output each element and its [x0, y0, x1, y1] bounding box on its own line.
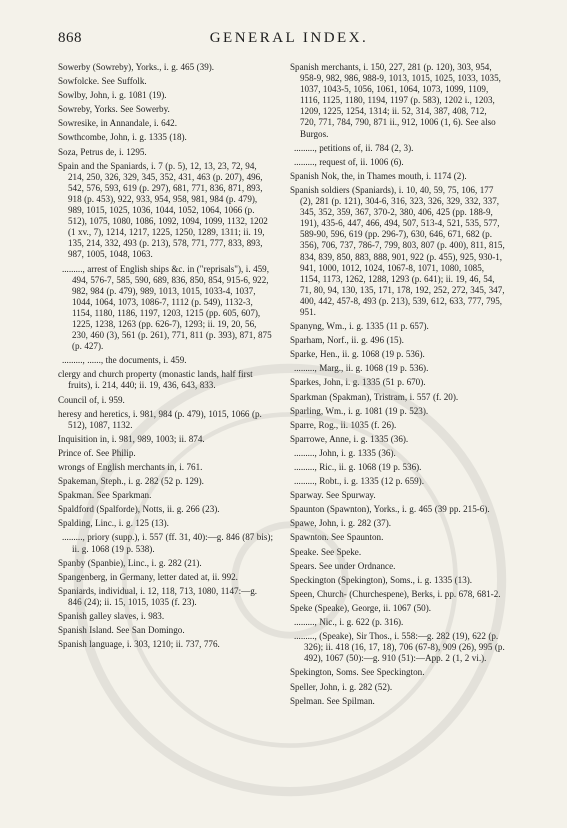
index-entry: Sparre, Rog., ii. 1035 (f. 26).: [290, 419, 397, 430]
index-entry: Spelman. See Spilman.: [290, 695, 375, 706]
index-entry: Speake. See Speke.: [290, 546, 362, 557]
running-title: GENERAL INDEX.: [209, 30, 369, 46]
index-entry: Sparkes, John, i. g. 1335 (51 p. 670).: [290, 377, 426, 388]
index-entry: Spekington, Soms. See Speckington.: [290, 667, 425, 678]
index-entry: Sowresike, in Annandale, i. 642.: [58, 118, 178, 129]
index-entry: ........., (Speake), Sir Thos., i. 558:—g. 282 (19), 622 (p. 326); ii. 418 (16, 17, 18), 706 (67-8), 909 (26), 995 (p. 492), 1067 (50):—g. 910 (51):—App. 2 (1, 2 vi.).: [294, 631, 505, 664]
index-entry: clergy and church property (monastic lands, half first fruits), i. 214, 440; ii. 19, 436, 643, 833.: [58, 369, 253, 391]
index-entry: Spanish Nok, the, in Thames mouth, i. 1174 (2).: [290, 170, 467, 181]
index-entry: ........., ......, the documents, i. 459.: [62, 355, 187, 366]
index-entry: Spaldford (Spalforde), Notts, ii. g. 266 (23).: [58, 504, 220, 515]
index-entry: Spanish language, i. 303, 1210; ii. 737, 776.: [58, 639, 220, 650]
index-entry: Sparway. See Spurway.: [290, 490, 376, 501]
index-entry: ........., Robt., i. g. 1335 (12 p. 659).: [294, 476, 424, 487]
index-entry: Speller, John, i. g. 282 (52).: [290, 681, 393, 692]
index-entry: Spaniards, individual, i. 12, 118, 713, 1080, 1147:—g. 846 (24); ii. 15, 1015, 1035 (f. 23).: [58, 585, 258, 607]
index-entry: Sparrowe, Anne, i. g. 1335 (36).: [290, 433, 409, 444]
index-entry: ........., Ric., ii. g. 1068 (19 p. 536).: [294, 462, 422, 472]
index-entry: Spanish Island. See San Domingo.: [58, 625, 185, 636]
index-entry: Spangenberg, in Germany, letter dated at, ii. 992.: [58, 571, 238, 582]
index-entry: Spanby (Spanbie), Linc., i. g. 282 (21).: [58, 557, 202, 568]
index-entry: ........., request of, ii. 1006 (6).: [294, 156, 404, 167]
index-entry: ........., Nic., i. g. 622 (p. 316).: [294, 617, 404, 628]
index-entry: Sowreby, Yorks. See Sowerby.: [58, 104, 170, 115]
index-entry: Spanish merchants, i. 150, 227, 281 (p. 120), 303, 954, 958-9, 982, 986, 988-9, 1013, 1015, 1025, 1033, 1035, 1037, 1043-5, 1056, 1061, 1064, 1073, 1099, 1109, 1116, 1125, 1180, 1194, 1197 (p. 583), 1202 i., 1203, 1209, 1225, 1254, 1314; ii. 52, 314, 387, 408, 712, 720, 771, 784, 790, 871 ii., 912, 1006 (1, 6). See also Burgos.: [290, 62, 501, 139]
index-entry: Spakeman, Steph., i. g. 282 (52 p. 129).: [58, 476, 204, 487]
index-entry: Sowfolcke. See Suffolk.: [58, 76, 147, 87]
page-number: 868: [58, 30, 82, 46]
index-entry: heresy and heretics, i. 981, 984 (p. 479), 1015, 1066 (p. 512), 1087, 1132.: [58, 408, 262, 430]
index-entry: Spawnton. See Spaunton.: [290, 532, 384, 543]
index-column-right: [290, 62, 505, 710]
index-entry: Soza, Petrus de, i. 1295.: [58, 146, 147, 157]
index-entry: ........., petitions of, ii. 784 (2, 3).: [294, 142, 414, 153]
index-entry: Spanish soldiers (Spaniards), i. 10, 40, 59, 75, 106, 177 (2), 281 (p. 121), 304-6, 316, 323, 326, 329, 332, 337, 345, 352, 359, 367, 370-2, 380, 406, 425 (pp. 188-9, 191), 435-6, 447, 466, 494, 507, 513-4, 521, 535, 577, 589-90, 596, 619 (pp. 296-7), 630, 646, 671, 682 (p. 356), 706, 737, 786-7, 799, 803, 807 (p. 400), 811, 815, 834, 839, 850, 883, 888, 901, 922 (p. 455), 925, 930-1, 941, 1000, 1012, 1024, 1067-8, 1071, 1080, 1085, 1154, 1173, 1262, 1288, 1293 (p. 641); ii. 19, 46, 54, 71, 80, 94, 130, 135, 171, 178, 192, 252, 272, 345, 347, 400, 442, 457-8, 493 (p. 213), 539, 612, 633, 777, 795, 951.: [290, 184, 505, 317]
index-entry: Spears. See under Ordnance.: [290, 560, 396, 571]
index-entry: Sowlby, John, i. g. 1081 (19).: [58, 90, 167, 101]
index-entry: ........., priory (supp.), i. 557 (ff. 31, 40):—g. 846 (87 bis); ii. g. 1068 (19 p. 538).: [62, 532, 273, 554]
page-header: [58, 30, 520, 50]
index-entry: Prince of. See Philip.: [58, 447, 136, 458]
index-entry: Speen, Church- (Churchespene), Berks, i. pp. 678, 681-2.: [290, 588, 501, 599]
index-entry: Speke (Speake), George, ii. 1067 (50).: [290, 602, 431, 613]
index-entry: Council of, i. 959.: [58, 394, 125, 405]
index-entry: wrongs of English merchants in, i. 761.: [58, 462, 203, 472]
index-entry: Sparham, Norf., ii. g. 496 (15).: [290, 335, 404, 346]
index-entry: Spanish galley slaves, i. 983.: [58, 611, 165, 622]
index-entry: Sparkman (Spakman), Tristram, i. 557 (f. 20).: [290, 391, 459, 402]
index-entry: Inquisition in, i. 981, 989, 1003; ii. 874.: [58, 433, 205, 444]
index-entry: Speckington (Spekington), Soms., i. g. 1335 (13).: [290, 574, 473, 585]
index-entry: Spalding, Linc., i. g. 125 (13).: [58, 518, 169, 529]
index-entry: Sowerby (Sowreby), Yorks., i. g. 465 (39).: [58, 62, 215, 72]
index-entry: Sparling, Wm., i. g. 1081 (19 p. 523).: [290, 405, 429, 416]
index-entry: Spain and the Spaniards, i. 7 (p. 5), 12, 13, 23, 72, 94, 214, 250, 326, 329, 345, 352, 431, 463 (p. 207), 496, 542, 576, 593, 619 (p. 297), 681, 771, 836, 871, 893, 918 (p. 453), 922, 933, 954, 958, 981, 984 (p. 479), 989, 1015, 1025, 1036, 1044, 1052, 1064, 1066 (p. 512), 1075, 1080, 1086, 1092, 1094, 1099, 1132, 1202 (1 xv., 7), 1214, 1217, 1225, 1250, 1289, 1311; ii. 19, 135, 214, 332, 493 (p. 213), 578, 771, 777, 833, 893, 987, 1005, 1048, 1063.: [58, 160, 268, 260]
index-entry: ........., arrest of English ships &c. in ("reprisals"), i. 459, 494, 576-7, 585, 590, 689, 836, 850, 854, 915-6, 922, 982, 984 (p. 479), 989, 1013, 1015, 1033-4, 1037, 1044, 1064, 1073, 1086-7, 1112 (p. 549), 1132-3, 1154, 1180, 1186, 1197, 1203, 1215 (pp. 605, 607), 1225, 1238, 1263 (pp. 626-7), 1293; ii. 19, 20, 56, 230, 460 (3), 561 (p. 261), 771, 811 (p. 393), 871, 875 (p. 427).: [62, 263, 272, 352]
index-entry: Spanyng, Wm., i. g. 1335 (11 p. 657).: [290, 321, 429, 332]
index-entry: Spawe, John, i. g. 282 (37).: [290, 518, 392, 529]
index-entry: Spaunton (Spawnton), Yorks., i. g. 465 (39 pp. 215-6).: [290, 504, 490, 515]
index-entry: Sparke, Hen., ii. g. 1068 (19 p. 536).: [290, 349, 425, 360]
index-entry: ........., Marg., ii. g. 1068 (19 p. 536).: [294, 363, 429, 374]
index-column-left: [58, 62, 273, 653]
index-entry: ........., John, i. g. 1335 (36).: [294, 447, 396, 458]
index-entry: Sowthcombe, John, i. g. 1335 (18).: [58, 132, 187, 143]
index-entry: Spakman. See Sparkman.: [58, 490, 152, 501]
